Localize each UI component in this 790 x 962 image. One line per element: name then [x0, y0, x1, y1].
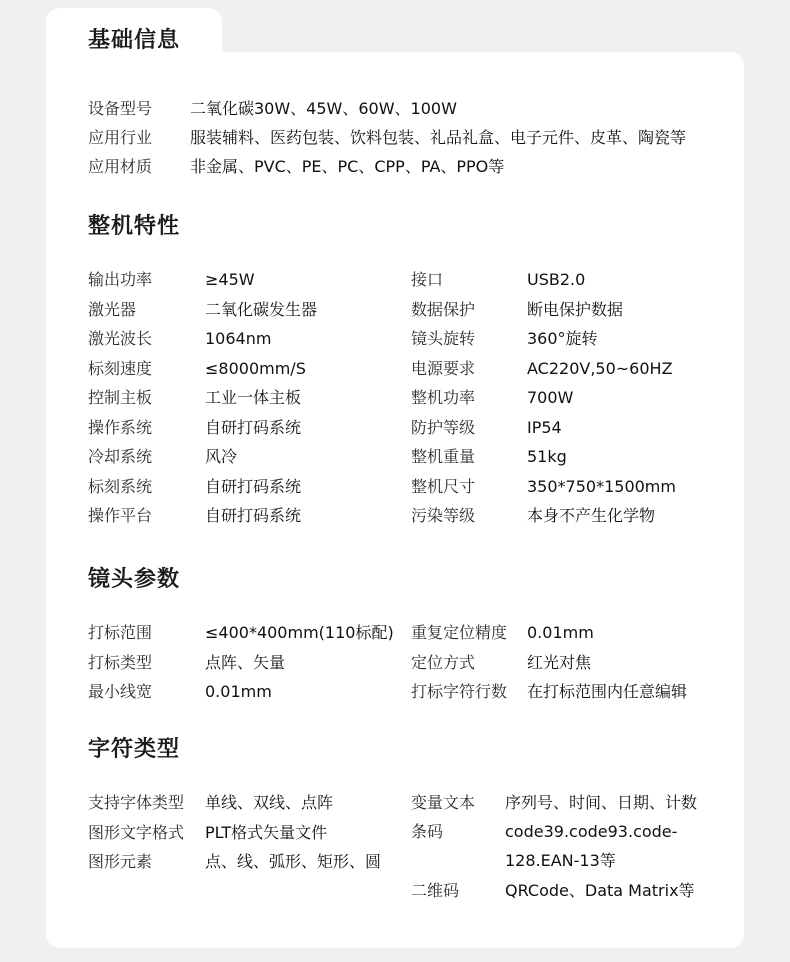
- lens-title: 镜头参数: [88, 567, 181, 592]
- feature-label: 整机重量: [411, 447, 476, 466]
- feature-value: 700W: [527, 388, 574, 407]
- feature-value: USB2.0: [527, 270, 586, 289]
- lens-value: 在打标范围内任意编辑: [527, 682, 688, 701]
- feature-label: 激光波长: [88, 329, 153, 348]
- lens-value: 点阵、矢量: [205, 653, 286, 672]
- lens-label: 打标字符行数: [411, 682, 508, 701]
- feature-value: ≤8000mm/S: [205, 359, 306, 378]
- chars-label: 图形元素: [88, 852, 153, 871]
- basic-info-title: 基础信息: [88, 28, 181, 53]
- feature-value: 自研打码系统: [205, 506, 302, 525]
- basic-label-model: 设备型号: [88, 99, 153, 118]
- chars-label: 支持字体类型: [88, 793, 185, 812]
- feature-label: 操作平台: [88, 506, 153, 525]
- features-title: 整机特性: [88, 214, 181, 239]
- lens-label: 打标范围: [88, 623, 153, 642]
- feature-label: 控制主板: [88, 388, 153, 407]
- chars-value: code39.code93.code-: [505, 822, 678, 841]
- feature-value: 350*750*1500mm: [527, 477, 676, 496]
- feature-value: AC220V,50~60HZ: [527, 359, 673, 378]
- chars-label: 图形文字格式: [88, 823, 185, 842]
- feature-value: IP54: [527, 418, 562, 437]
- feature-label: 标刻速度: [88, 359, 153, 378]
- basic-label-material: 应用材质: [88, 157, 153, 176]
- chars-value-continued: 128.EAN-13等: [505, 851, 616, 870]
- feature-label: 整机功率: [411, 388, 476, 407]
- lens-label: 重复定位精度: [411, 623, 508, 642]
- lens-value: 0.01mm: [205, 682, 272, 701]
- feature-value: 风冷: [205, 447, 238, 466]
- feature-value: ≥45W: [205, 270, 255, 289]
- lens-value: ≤400*400mm(110标配): [205, 623, 394, 642]
- feature-label: 防护等级: [411, 418, 476, 437]
- chars-value: PLT格式矢量文件: [205, 823, 328, 842]
- feature-label: 输出功率: [88, 270, 153, 289]
- basic-value-material: 非金属、PVC、PE、PC、CPP、PA、PPO等: [190, 157, 505, 176]
- feature-label: 污染等级: [411, 506, 476, 525]
- feature-value: 自研打码系统: [205, 477, 302, 496]
- feature-value: 自研打码系统: [205, 418, 302, 437]
- chars-value: QRCode、Data Matrix等: [505, 881, 695, 900]
- feature-value: 360°旋转: [527, 329, 598, 348]
- feature-value: 断电保护数据: [527, 300, 624, 319]
- lens-label: 定位方式: [411, 653, 476, 672]
- feature-label: 冷却系统: [88, 447, 153, 466]
- chars-title: 字符类型: [88, 737, 181, 762]
- spec-card: [46, 52, 744, 948]
- lens-value: 红光对焦: [527, 653, 592, 672]
- chars-value: 单线、双线、点阵: [205, 793, 334, 812]
- basic-value-industry: 服装辅料、医药包装、饮料包装、礼品礼盒、电子元件、皮革、陶瓷等: [190, 128, 687, 147]
- feature-value: 51kg: [527, 447, 567, 466]
- chars-label: 条码: [411, 822, 444, 841]
- chars-label: 变量文本: [411, 793, 476, 812]
- chars-value: 序列号、时间、日期、计数: [505, 793, 698, 812]
- basic-label-industry: 应用行业: [88, 128, 153, 147]
- feature-label: 电源要求: [411, 359, 476, 378]
- feature-value: 二氧化碳发生器: [205, 300, 318, 319]
- feature-value: 本身不产生化学物: [527, 506, 656, 525]
- basic-value-model: 二氧化碳30W、45W、60W、100W: [190, 99, 457, 118]
- feature-label: 镜头旋转: [411, 329, 476, 348]
- feature-label: 激光器: [88, 300, 137, 319]
- feature-value: 工业一体主板: [205, 388, 302, 407]
- feature-label: 标刻系统: [88, 477, 153, 496]
- lens-label: 打标类型: [88, 653, 153, 672]
- feature-label: 接口: [411, 270, 444, 289]
- feature-label: 数据保护: [411, 300, 476, 319]
- feature-label: 整机尺寸: [411, 477, 476, 496]
- lens-label: 最小线宽: [88, 682, 153, 701]
- chars-value: 点、线、弧形、矩形、圆: [205, 852, 382, 871]
- chars-label: 二维码: [411, 881, 460, 900]
- lens-value: 0.01mm: [527, 623, 594, 642]
- feature-label: 操作系统: [88, 418, 153, 437]
- feature-value: 1064nm: [205, 329, 272, 348]
